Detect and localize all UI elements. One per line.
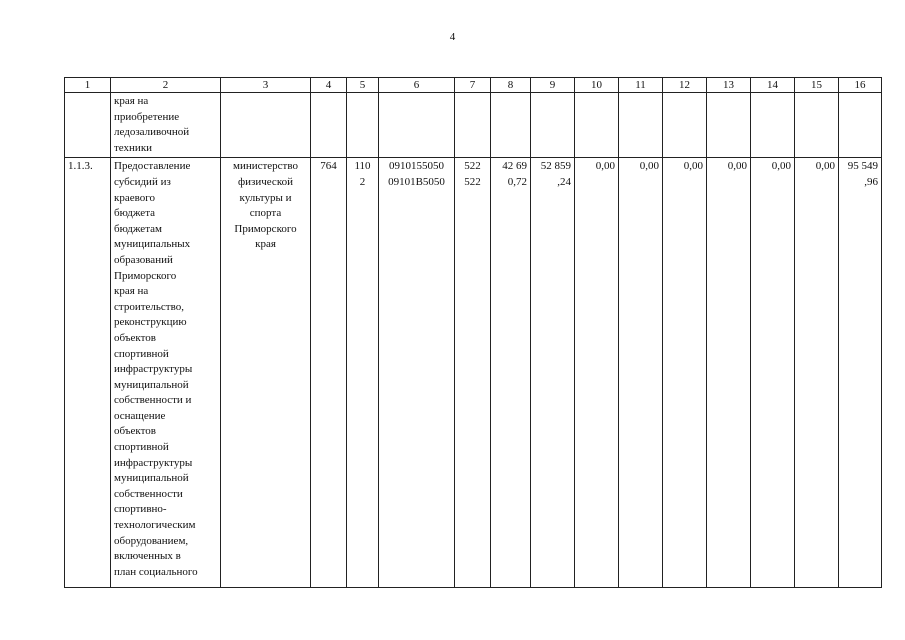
- cell-col-9: 52 859 ,24: [531, 158, 575, 588]
- column-number: 12: [663, 78, 707, 93]
- column-number-row: [65, 78, 882, 93]
- column-number: 11: [619, 78, 663, 93]
- row-description: края на приобретение ледозаливочной техники: [111, 93, 221, 158]
- cell-col-8: 42 69 0,72: [491, 158, 531, 588]
- cell-col-4: 764: [311, 158, 347, 588]
- page-number: 4: [449, 31, 456, 43]
- column-number: 8: [491, 78, 531, 93]
- column-number: 3: [221, 78, 311, 93]
- column-number: 2: [111, 78, 221, 93]
- column-number: 1: [65, 78, 111, 93]
- executor-cell: [221, 93, 311, 158]
- column-number: 15: [795, 78, 839, 93]
- column-number: 4: [311, 78, 347, 93]
- cell-col-15: 0,00: [795, 158, 839, 588]
- cell-col-6: 0910155050 09101В5050: [379, 158, 455, 588]
- table-row-continued: [65, 93, 882, 158]
- row-number-cell: [65, 93, 111, 158]
- row-number: 1.1.3.: [65, 158, 111, 588]
- cell-col-7: 522 522: [455, 158, 491, 588]
- cell-col-10: 0,00: [575, 158, 619, 588]
- cell-col-5: 110 2: [347, 158, 379, 588]
- column-number: 14: [751, 78, 795, 93]
- budget-table: [64, 77, 882, 588]
- column-number: 6: [379, 78, 455, 93]
- column-number: 16: [839, 78, 882, 93]
- cell-col-14: 0,00: [751, 158, 795, 588]
- row-executor: министерство физической культуры и спорта Приморского края: [221, 158, 311, 588]
- column-number: 13: [707, 78, 751, 93]
- column-number: 5: [347, 78, 379, 93]
- cell-col-16: 95 549 ,96: [839, 158, 882, 588]
- column-number: 10: [575, 78, 619, 93]
- table-row: [65, 158, 882, 588]
- column-number: 9: [531, 78, 575, 93]
- cell-col-11: 0,00: [619, 158, 663, 588]
- cell-col-12: 0,00: [663, 158, 707, 588]
- row-description: Предоставление субсидий из краевого бюджета бюджетам муниципальных образований Приморского края на строительство, реконструкцию объектов спортивной инфраструктуры муниципальной собственности и оснащение объектов спортивной инфраструктуры муниципальной собственности спортивно- технологическим оборудованием, включенных в план социального: [111, 158, 221, 588]
- column-number: 7: [455, 78, 491, 93]
- cell-col-13: 0,00: [707, 158, 751, 588]
